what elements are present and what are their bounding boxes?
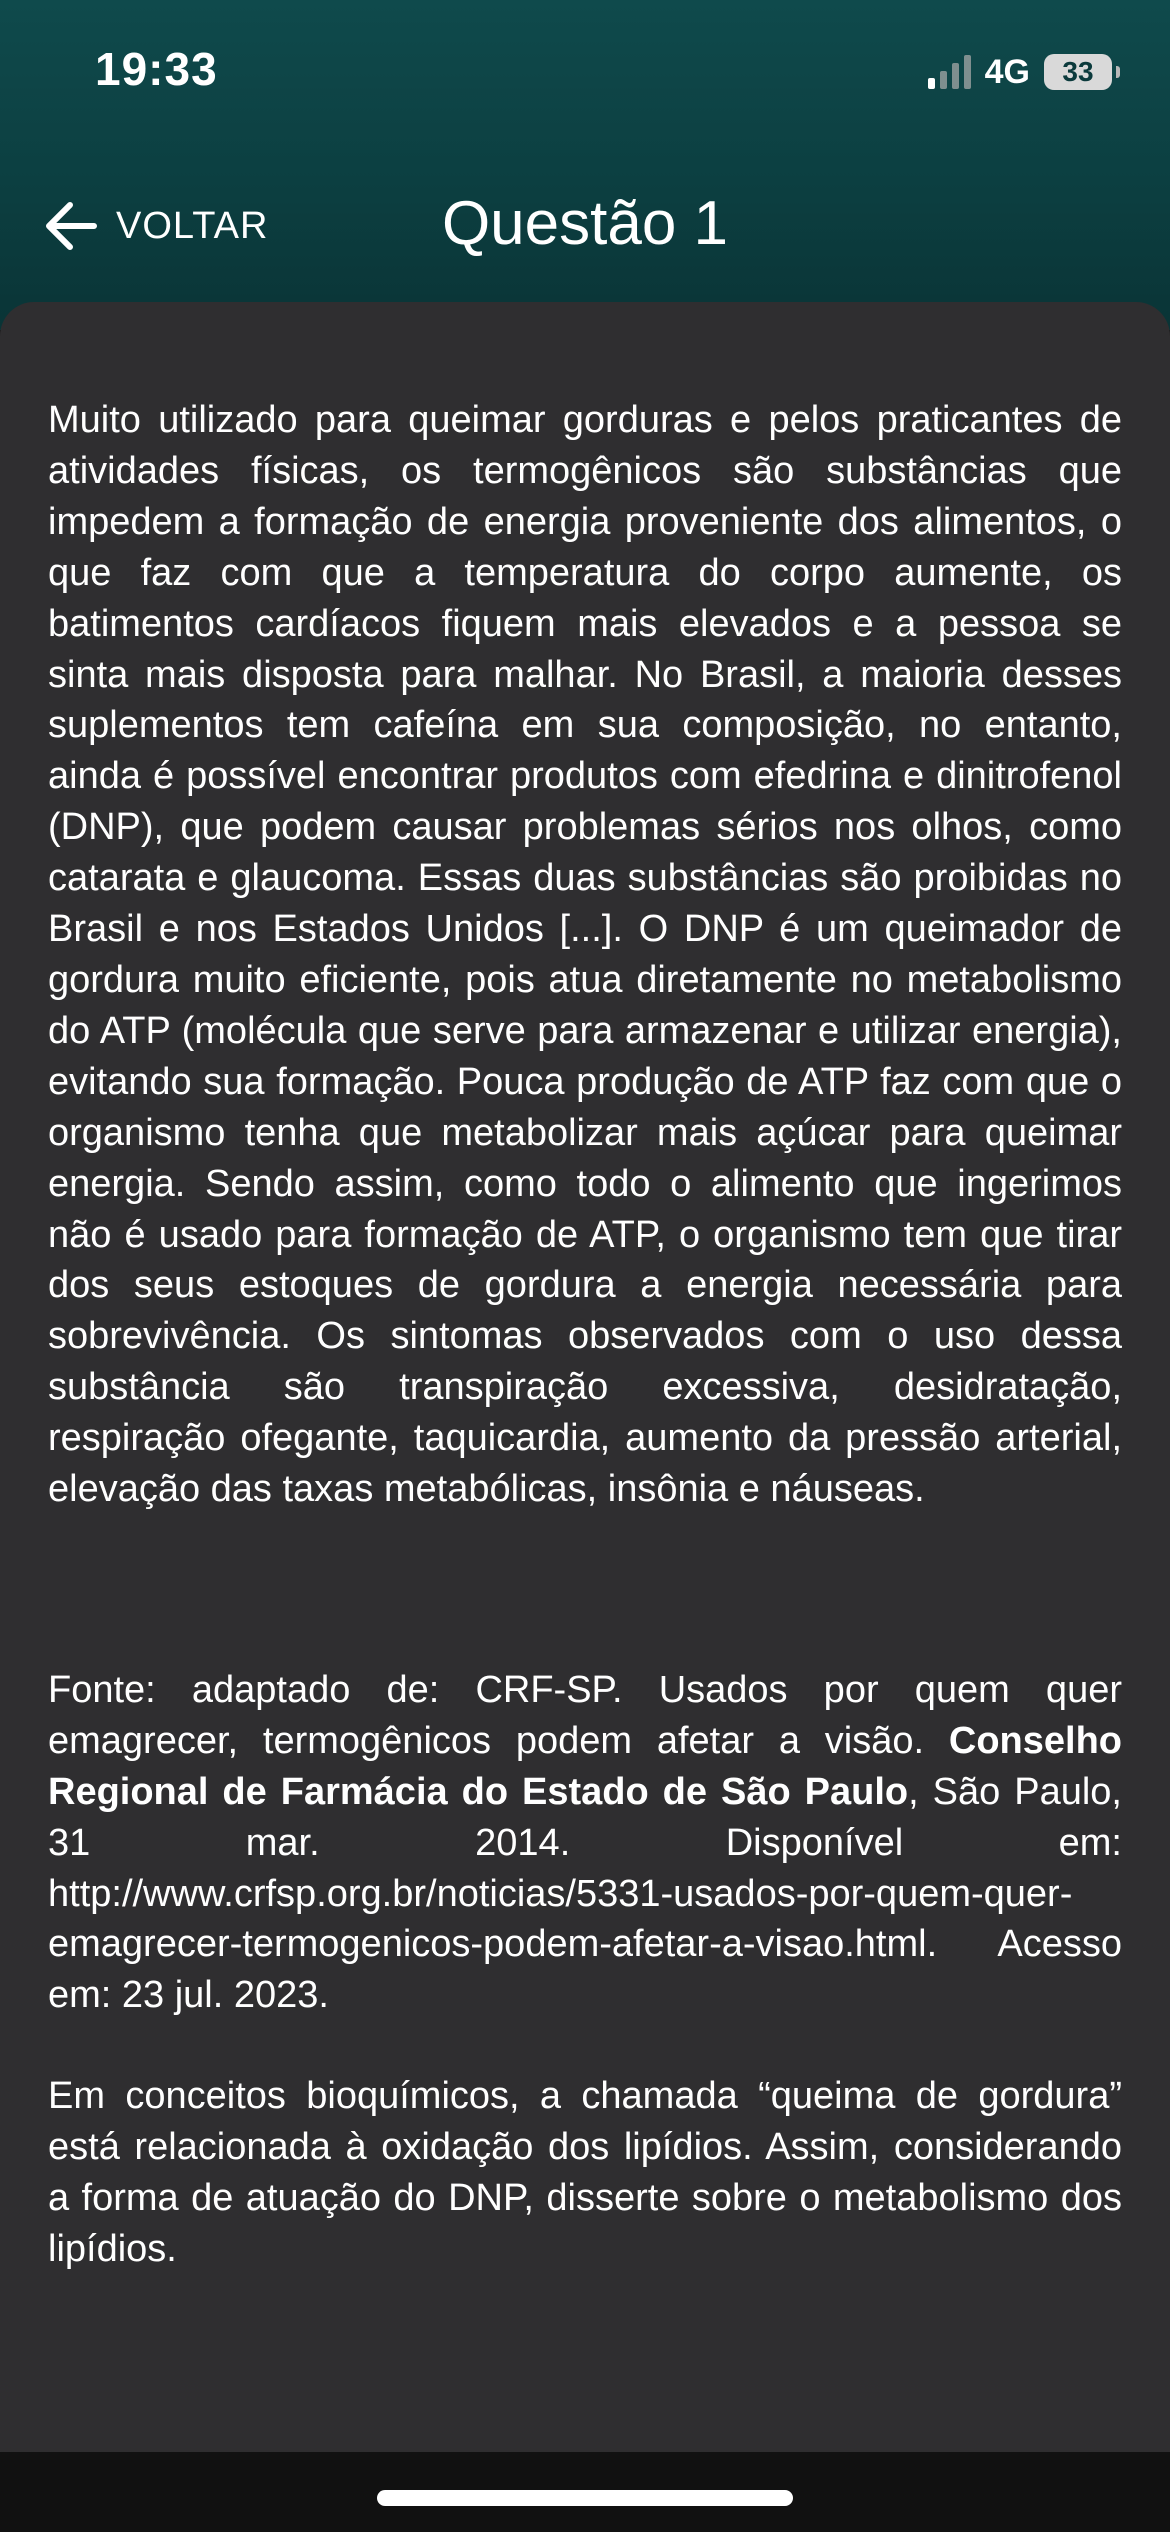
app-header — [0, 0, 1170, 330]
battery-icon — [1044, 54, 1112, 90]
source-citation — [48, 1665, 1122, 2021]
source-suffix: , São Paulo, 31 mar. 2014. Disponível em: http://www.crfsp.org.br/noticias/5331-usados-por-quem-quer-emagrecer-termogenicos-podem-afetar-a-visao.html. Acesso em: 23 jul. 2023. — [48, 1770, 1122, 2017]
signal-bar — [940, 71, 947, 89]
signal-bar — [928, 78, 935, 89]
status-indicators — [928, 50, 1112, 94]
back-label: VOLTAR — [116, 204, 269, 247]
page-title: Questão 1 — [441, 189, 729, 258]
home-indicator[interactable] — [377, 2490, 793, 2506]
source-publisher: Conselho Regional de Farmácia do Estado de São Paulo — [48, 1719, 1122, 1813]
signal-bar — [952, 63, 959, 89]
network-type: 4G — [984, 52, 1030, 91]
question-content — [48, 395, 1122, 2275]
question-text: Muito utilizado para queimar gorduras e pelos praticantes de atividades físicas, os termogênicos são substâncias que impedem a formação de energia proveniente dos alimentos, o que faz com que a temperatura do corpo aumente, os batimentos cardíacos fiquem mais elevados e a pessoa se sinta mais disposta para malhar. No Brasil, a maioria desses suplementos tem cafeína em sua composição, no entanto, ainda é possível encontrar produtos com efedrina e dinitrofenol (DNP), que podem causar problemas sérios nos olhos, como catarata e glaucoma. Essas duas substâncias são proibidas no Brasil e nos Estados Unidos [...]. O DNP é um queimador de gordura muito eficiente, pois atua diretamente no metabolismo do ATP (molécula que serve para armazenar e utilizar energia), evitando sua formação. Pouca produção de ATP faz com que o organismo tenha que metabolizar mais açúcar para queimar energia. Sendo assim, como todo o alimento que ingerimos não é usado para formação de ATP, o organismo tem que tirar dos seus estoques de gordura a energia necessária para sobrevivência. Os sintomas observados com o uso dessa substância são transpiração excessiva, desidratação, respiração ofegante, taquicardia, aumento da pressão arterial, elevação das taxas metabólicas, insônia e náuseas. — [48, 399, 1122, 1511]
source-prefix: Fonte: adaptado de: CRF-SP. Usados por quem quer emagrecer, termogênicos podem afetar a visão. — [48, 1668, 1122, 1762]
status-time: 19:33 — [95, 43, 218, 95]
question-prompt: Em conceitos bioquímicos, a chamada “queima de gordura” está relacionada à oxidação dos lipídios. Assim, considerando a forma de atuação do DNP, disserte sobre o metabolismo dos lipídios. — [48, 2075, 1122, 2270]
battery-level: 33 — [1062, 56, 1094, 87]
cellular-signal-icon — [928, 55, 971, 89]
signal-bar — [964, 55, 971, 89]
